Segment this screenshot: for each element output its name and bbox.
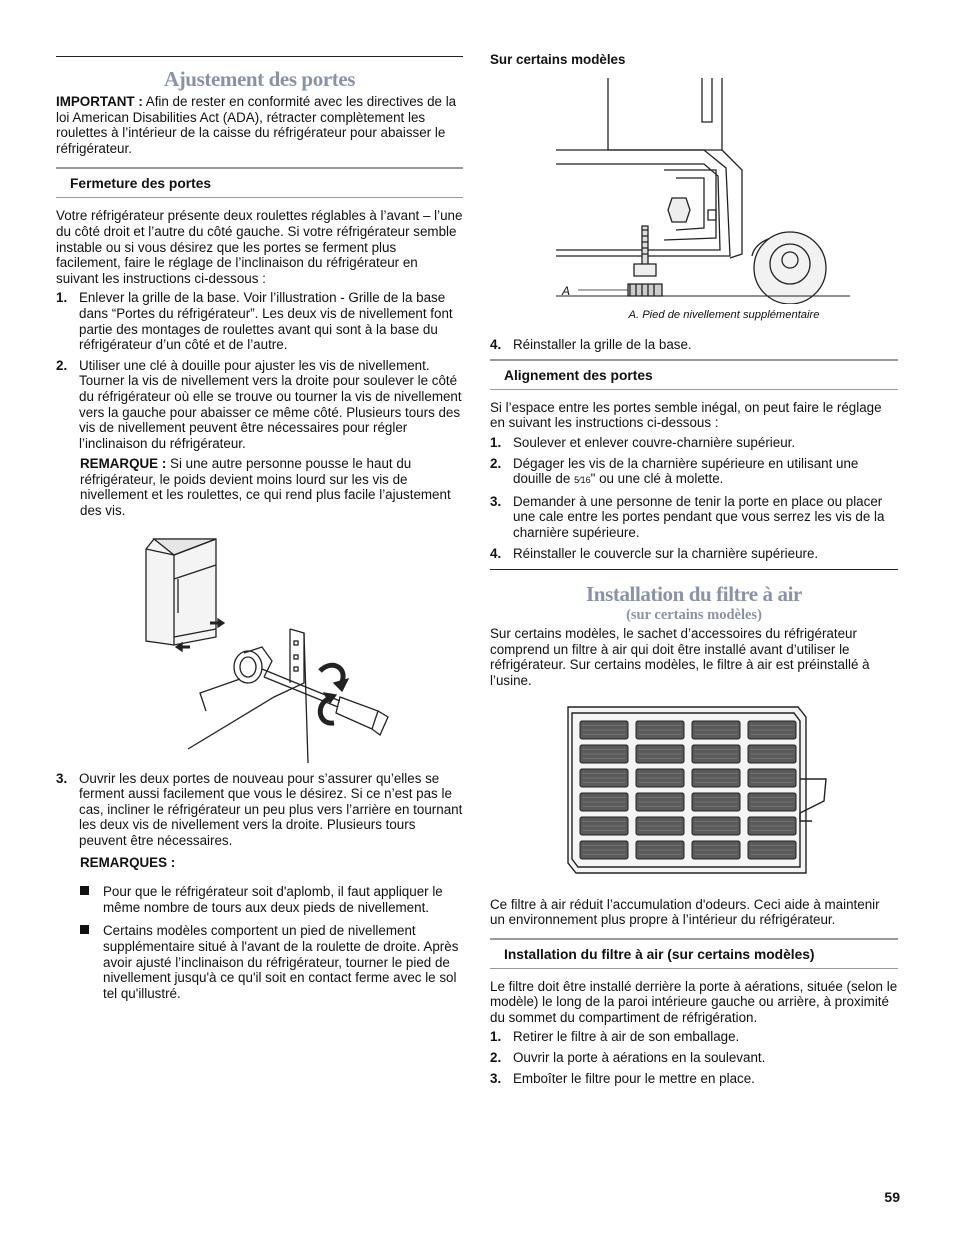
list-item: Certains modèles comportent un pied de nivellement supplémentaire situé à l'avant de la roulette de droite. Après avoir ajusté l’inclinaison du réfrigérateur, tourner le pied de nivellement jusqu'à ce qu'il soit en contact ferme avec le sol tel qu'illustré. <box>56 923 463 1001</box>
section-divider <box>490 569 898 570</box>
list-item: 4. Réinstaller la grille de la base. <box>490 337 692 353</box>
page-number: 59 <box>884 1189 900 1205</box>
important-text: Afin de rester en conformité avec les directives de la loi American Disabilities Act (ADA), rétracter complètement les roulettes à l’intérieur de la caisse du réfrigérateur pour abaisser le réfrigérateur. <box>56 94 457 156</box>
bullet-square-icon <box>80 886 89 895</box>
right-column <box>490 52 898 1091</box>
door-closing-intro: Votre réfrigérateur présente deux roulettes réglables à l’avant – l’une du côté droit et l’autre du côté gauche. Si votre réfrigérateur semble instable ou si vous désirez que les portes se ferment plus facilement, faire le réglage de l’inclinaison du réfrigérateur en suivant les instructions ci-dessous : <box>56 208 463 286</box>
leveling-foot-illustration <box>490 78 898 304</box>
list-item: 1. Retirer le filtre à air de son emballage. <box>490 1029 740 1045</box>
leveling-foot-drawing <box>490 78 898 304</box>
reinstall-step <box>490 337 898 353</box>
subsection-heading-door-alignment: Alignement des portes <box>490 359 898 390</box>
list-item: 1. Soulever et enlever couvre-charnière supérieur. <box>490 434 796 450</box>
subsection-heading-filter-installation: Installation du filtre à air (sur certains modèles) <box>490 938 898 969</box>
figure-caption: A. Pied de nivellement supplémentaire <box>628 308 820 321</box>
air-filter-illustration <box>562 701 832 881</box>
list-item: 1. Enlever la grille de la base. Voir l’illustration - Grille de la base dans “Portes du réfrigérateur”. Les deux vis de nivellement font partie des montages de roulettes avant qui sont à la base du réfrigérateur d’un côté et de l’autre. <box>56 290 453 353</box>
remarks-label: REMARQUES : <box>80 854 176 870</box>
door-alignment-steps <box>490 435 898 561</box>
list-item: 2. Dégager les vis de la charnière supérieure en utilisant une douille de 5⁄16" ou une clé à molette. <box>490 455 859 487</box>
remark-note: REMARQUE : Si une autre personne pousse le haut du réfrigérateur, le poids devient moins lourd sur les vis de nivellement et les roulettes, ce qui rend plus facile l’ajustement des vis. <box>80 456 451 519</box>
section-title-door-adjustment: Ajustement des portes <box>163 67 356 91</box>
door-closing-step3 <box>56 771 463 849</box>
list-item: 4. Réinstaller le couvercle sur la charnière supérieure. <box>490 545 819 561</box>
section-subtitle-some-models: (sur certains modèles) <box>626 607 762 624</box>
leveling-screw-illustration <box>144 533 444 765</box>
refrigerator-wrench-drawing <box>144 533 444 765</box>
important-label: IMPORTANT : <box>56 94 143 109</box>
list-item: 2. Utiliser une clé à douille pour ajuster les vis de nivellement. Tourner la vis de nivellement vers la droite pour soulever le côté du réfrigérateur où elle se trouve ou tourner la vis de nivellement vers la gauche pour abaisser ce même côté. Plusieurs tours des vis de nivellement peuvent être nécessaires pour régler l’inclinaison du réfrigérateur. <box>56 357 462 451</box>
bullet-square-icon <box>80 925 89 934</box>
door-alignment-intro: Si l’espace entre les portes semble inégal, on peut faire le réglage en suivant les instructions ci-dessous : <box>490 399 882 431</box>
subsection-heading-door-closing: Fermeture des portes <box>56 167 463 198</box>
left-column <box>56 56 463 1009</box>
air-filter-description: Ce filtre à air réduit l’accumulation d'odeurs. Ceci aide à maintenir un environnement plus propre à l’intérieur du réfrigérateur. <box>490 896 880 928</box>
figure-label-a: A <box>562 283 571 298</box>
door-closing-steps <box>56 290 463 451</box>
list-item: 3. Ouvrir les deux portes de nouveau pour s’assurer qu’elles se ferment aussi facilement que vous le désirez. Si ce n’est pas le cas, incliner le réfrigérateur un peu plus vers l’arrière en tournant les deux vis de nivellement vers la droite. Plusieurs tours peuvent être nécessaires. <box>56 770 463 849</box>
filter-installation-steps <box>490 1029 898 1086</box>
top-rule <box>56 56 463 57</box>
list-item: 3. Demander à une personne de tenir la porte en place ou placer une cale entre les portes pendant que vous serrez les vis de la charnière supérieure. <box>490 493 885 540</box>
some-models-label: Sur certains modèles <box>490 52 626 67</box>
list-item: 2. Ouvrir la porte à aérations en la soulevant. <box>490 1050 766 1066</box>
important-note <box>56 94 463 156</box>
air-filter-drawing <box>562 701 832 881</box>
filter-installation-intro: Le filtre doit être installé derrière la porte à aérations, située (selon le modèle) le long de la paroi intérieure gauche ou arrière, à proximité du sommet du compartiment de réfrigération. <box>490 978 898 1025</box>
list-item: Pour que le réfrigérateur soit d'aplomb, il faut appliquer le même nombre de tours aux deux pieds de nivellement. <box>56 884 463 915</box>
list-item: 3. Emboîter le filtre pour le mettre en place. <box>490 1070 755 1086</box>
section-title-air-filter: Installation du filtre à air <box>586 582 802 607</box>
fraction-text: 5⁄16 <box>574 475 591 486</box>
air-filter-intro: Sur certains modèles, le sachet d’accessoires du réfrigérateur comprend un filtre à air qui doit être installé avant d’utiliser le réfrigérateur. Sur certains modèles, le filtre à air est préinstallé à l’usine. <box>490 626 870 688</box>
